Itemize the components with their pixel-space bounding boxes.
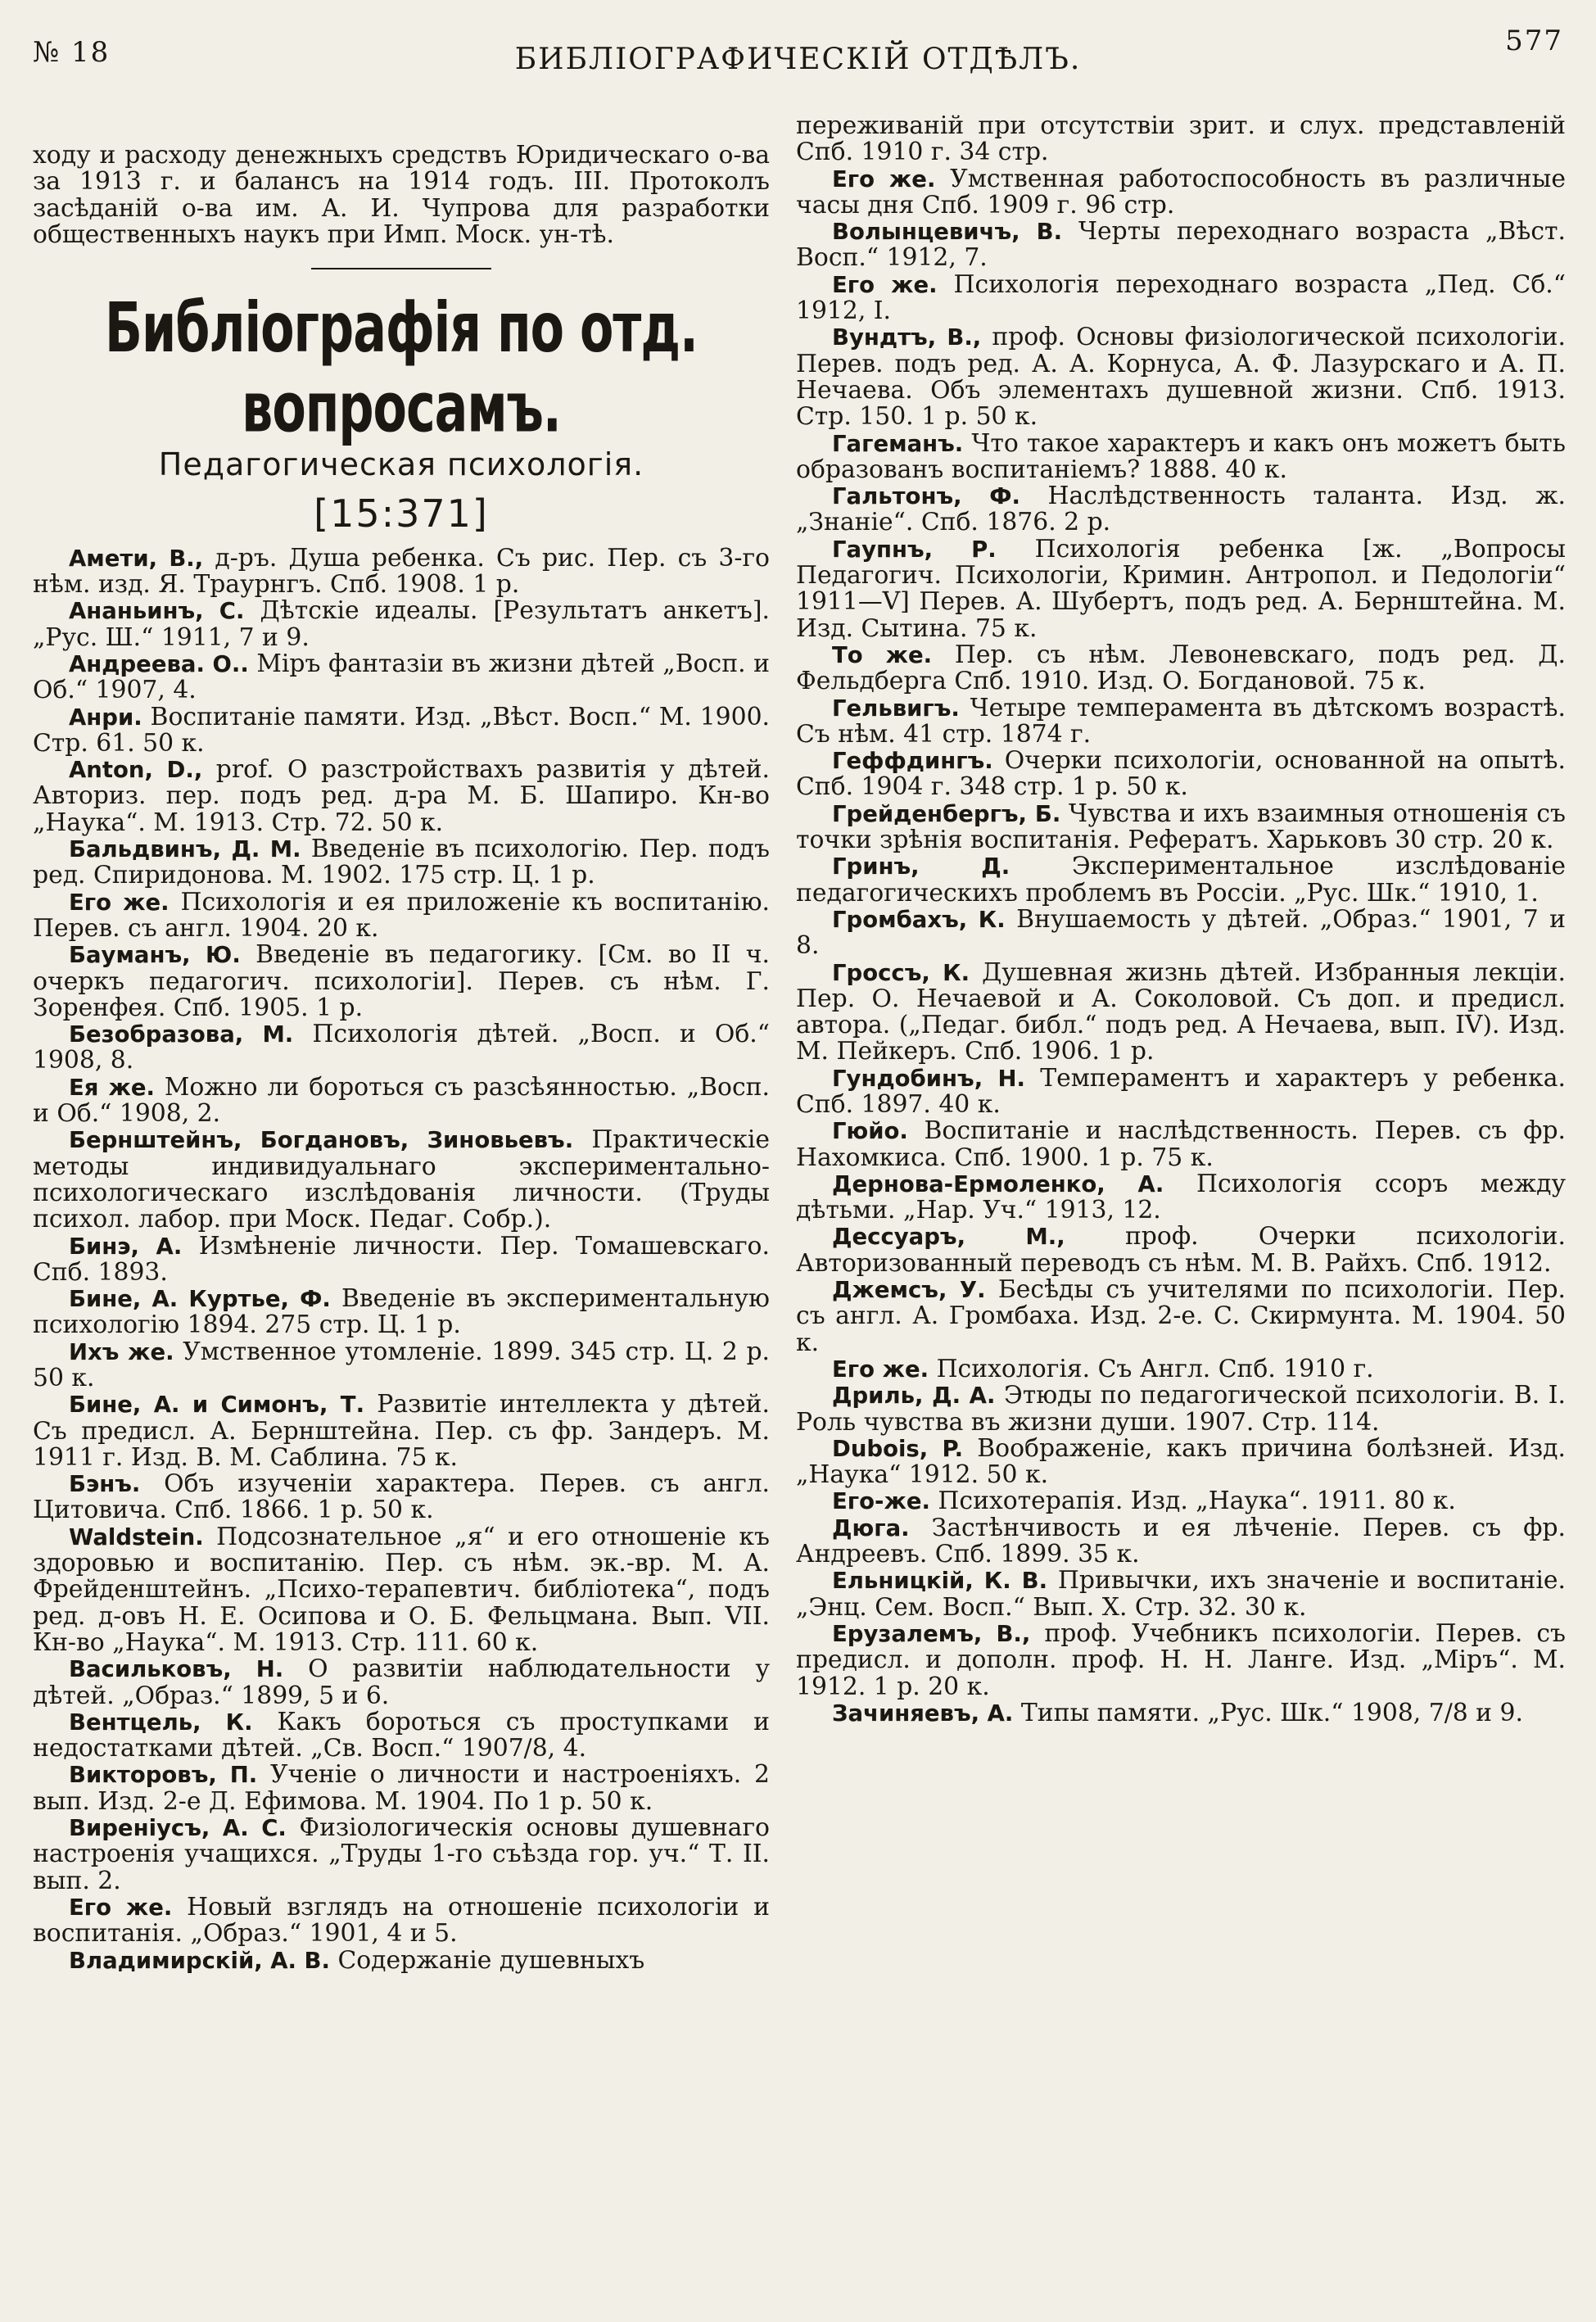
entry-text: проф. Основы физіологической психологіи. Перев. подъ ред. А. А. Корнуса, А. Ф. Лазурскаго и А. П. Нечаева. Объ элементахъ душевной жизни. Спб. 1913. Стр. 150. 1 р. 50 к.: [796, 323, 1566, 432]
entry-author: Дессуаръ, М.,: [832, 1224, 1065, 1251]
bibliography-entry: [796, 1063, 1566, 1119]
entry-text: Психологія ребенка [ж. „Вопросы Педагогич. Психологіи, Кримин. Антропол. и Педологіи“ 1911—V] Перев. А. Шубертъ, подъ ред. А. Бернштейна. М. Изд. Сытина. 75 к.: [796, 534, 1567, 643]
entry-author: Гельвигъ.: [832, 695, 960, 722]
entry-author: Викторовъ, П.: [69, 1762, 258, 1789]
entry-author: Бине, А. Куртье, Ф.: [69, 1286, 331, 1313]
bibliography-entry: [796, 748, 1566, 801]
entry-author: Громбахъ, К.: [832, 906, 1006, 933]
bibliography-entry: [33, 1894, 770, 1948]
entry-author: Ельницкій, К. В.: [832, 1568, 1048, 1595]
entry-author: Бауманъ, Ю.: [69, 942, 241, 969]
classification-code: [15:371]: [314, 491, 489, 536]
entry-author: Вентцель, К.: [69, 1709, 253, 1736]
bibliography-entry: [33, 545, 770, 599]
entry-author: Джемсъ, У.: [832, 1277, 986, 1304]
bibliography-entry: [33, 1945, 770, 1975]
section-divider: [311, 268, 491, 269]
entry-text: Четыре темперамента въ дѣтскомъ возрастѣ. Съ нѣм. 41 стр. 1874 г.: [796, 693, 1566, 749]
entry-text: Объ изученіи характера. Перев. съ англ. Цитовича. Спб. 1866. 1 р. 50 к.: [33, 1469, 770, 1525]
entry-author: Васильковъ, Н.: [69, 1656, 284, 1683]
entry-text: Дѣтскіе идеалы. [Результатъ анкетъ]. „Рус. Ш.“ 1911, 7 и 9.: [33, 596, 770, 652]
bibliography-entry: [33, 1815, 770, 1894]
entry-author: Его же.: [69, 889, 170, 916]
entry-author: Dubois, P.: [832, 1435, 964, 1462]
bibliography-entry: [796, 1488, 1566, 1514]
entry-author: Волынцевичъ, В.: [832, 219, 1063, 246]
entry-text: prof. О разстройствахъ развитія у дѣтей. Авториз. пер. подъ ред. д-ра М. Б. Шапиро. Кн-во „Наука“. М. 1913. Стр. 72. 50 к.: [33, 755, 770, 837]
entry-text: Психологія и ея приложеніе къ воспитанію. Перев. съ англ. 1904. 20 к.: [33, 887, 770, 943]
entry-author: Анри.: [69, 704, 142, 731]
entry-text: Психологія. Съ Англ. Спб. 1910 г.: [929, 1354, 1374, 1383]
bibliography-entry: [796, 324, 1566, 430]
entry-author: Бине, А. и Симонъ, Т.: [69, 1392, 365, 1419]
page-header: [33, 25, 1563, 76]
entry-author: Дюга.: [832, 1514, 910, 1541]
entry-list: [796, 166, 1566, 1727]
bibliography-entry: [796, 1383, 1566, 1436]
bibliography-entry: [33, 1339, 770, 1392]
running-title: БИБЛІОГРАФИЧЕСКІЙ ОТДѢЛЪ.: [514, 43, 1082, 76]
entry-text: Новый взглядъ на отношеніе психологіи и воспитанія. „Образ.“ 1901, 4 и 5.: [33, 1892, 771, 1949]
entry-author: Бинэ, А.: [69, 1233, 183, 1260]
entry-author: Бальдвинъ, Д. М.: [69, 836, 301, 863]
bibliography-entry: [796, 536, 1566, 642]
bibliography-entry: [796, 1224, 1566, 1277]
bibliography-entry: [33, 1709, 770, 1763]
entry-author: Гагеманъ.: [832, 430, 964, 457]
entry-text: Экспериментальное изслѣдованіе педагогическихъ проблемъ въ Россіи. „Рус. Шк.“ 1910, 1.: [796, 852, 1567, 908]
entry-text: Пер. съ нѣм. Левоневскаго, подъ ред. Д. Фельдберга Спб. 1910. Изд. О. Богдановой. 75 к.: [796, 640, 1566, 696]
entry-list: [33, 545, 770, 1974]
entry-text: Какъ бороться съ проступками и недостатками дѣтей. „Св. Восп.“ 1907/8, 4.: [33, 1707, 770, 1763]
entry-text: Введеніе въ психологію. Пер. подъ ред. Спиридонова. М. 1902. 175 стр. Ц. 1 р.: [33, 835, 770, 890]
entry-author: Андреева. О..: [69, 650, 249, 677]
entry-author: Безобразова, М.: [69, 1021, 294, 1048]
entry-author: Его же.: [832, 1356, 929, 1383]
bibliography-entry: [796, 801, 1566, 854]
entry-text: Развитіе интеллекта у дѣтей. Съ предисл. А. Бернштейна. Пер. съ фр. Зандеръ. М. 1911 г. Изд. В. М. Саблина. 75 к.: [33, 1390, 770, 1472]
entry-author: Его же.: [69, 1894, 173, 1921]
bibliography-entry: [33, 836, 770, 889]
entry-author: Его же.: [832, 271, 938, 298]
entry-author: Его-же.: [832, 1488, 930, 1515]
entry-author: Ерузалемъ, В.,: [832, 1620, 1031, 1647]
bibliography-entry: [796, 853, 1566, 907]
bibliography-entry: [796, 1171, 1566, 1224]
entry-text: Можно ли бороться съ разсѣянностью. „Восп. и Об.“ 1908, 2.: [33, 1072, 771, 1129]
page-number: 577: [1505, 25, 1563, 57]
entry-author: Waldstein.: [69, 1523, 204, 1550]
entry-author: Anton, D.,: [69, 757, 203, 784]
bibliography-entry: [33, 1233, 770, 1287]
entry-text: Воспитаніе памяти. Изд. „Вѣст. Восп.“ М. 1900. Стр. 61. 50 к.: [33, 702, 770, 758]
bibliography-entry: [796, 1618, 1566, 1701]
entry-text: Умственное утомленіе. 1899. 345 стр. Ц. 2 р. 50 к.: [33, 1337, 770, 1392]
entry-text: Воображеніе, какъ причина болѣзней. Изд. „Наука“ 1912. 50 к.: [796, 1433, 1566, 1490]
entry-author: Ея же.: [69, 1074, 155, 1101]
entry-author: Гроссъ, К.: [832, 959, 970, 986]
entry-text: Измѣненіе личности. Пер. Томашевскаго. Спб. 1893.: [33, 1231, 770, 1287]
entry-author: Геффдингъ.: [832, 748, 993, 775]
bibliography-entry: [796, 219, 1566, 272]
bibliography-entry: [33, 1072, 771, 1129]
bibliography-entry: [796, 1700, 1566, 1727]
bibliography-entry: [796, 1356, 1566, 1383]
bibliography-entry: [33, 942, 770, 1021]
entry-author: То же.: [832, 641, 933, 668]
entry-text: Психотерапія. Изд. „Наука“. 1911. 80 к.: [929, 1487, 1456, 1516]
bibliography-entry: [33, 1127, 770, 1233]
bibliography-entry: [33, 651, 770, 704]
entry-text: Психологія ссоръ между дѣтьми. „Нар. Уч.“ 1913, 12.: [796, 1169, 1566, 1225]
bibliography-entry: [796, 166, 1566, 220]
bibliography-entry: [33, 757, 770, 836]
bibliography-entry: [33, 889, 770, 943]
entry-text: Что такое характеръ и какъ онъ можетъ быть образованъ воспитаніемъ? 1888. 40 к.: [796, 428, 1566, 484]
entry-text: Этюды по педагогической психологіи. В. I. Роль чувства въ жизни души. 1907. Стр. 114.: [796, 1381, 1566, 1437]
entry-text: Чувства и ихъ взаимныя отношенія съ точки зрѣнія воспитанія. Рефератъ. Харьковъ 30 стр. 20 к.: [796, 799, 1566, 855]
entry-text: Бесѣды съ учителями по психологіи. Пер. съ англ. А. Громбаха. Изд. 2-е. С. Скирмунта. М. 1904. 50 к.: [796, 1275, 1566, 1357]
bibliography-entry: [33, 704, 770, 758]
bibliography-entry: [33, 1471, 770, 1524]
bibliography-entry: [33, 1392, 770, 1471]
entry-author: Виреніусъ, А. С.: [69, 1815, 287, 1842]
entry-text: Психологія переходнаго возраста „Пед. Сб.“ 1912, I.: [796, 269, 1566, 326]
entry-text: проф. Учебникъ психологіи. Перев. съ предисл. и дополн. проф. Н. Н. Ланге. Изд. „Міръ“. М. 1912. 1 р. 20 к.: [796, 1618, 1566, 1701]
entry-author: Ананьинъ, С.: [69, 598, 245, 625]
entry-text: Подсознательное „я“ и его отношеніе къ здоровью и воспитанію. Пер. съ нѣм. эк.-вр. М. А. Фрейденштейнъ. „Психо-терапевтич. библіотека“, подъ ред. д-овъ Н. Е. Осипова и О. Б. Фельцмана. Вып. VII. Кн-во „Наука“. М. 1913. Стр. 111. 60 к.: [33, 1522, 770, 1657]
right-column: [796, 113, 1566, 1727]
entry-text: Введеніе въ педагогику. [См. во II ч. очеркъ педагогич. психологіи]. Перев. съ нѣм. Г. Зоренфея. Спб. 1905. 1 р.: [33, 940, 770, 1022]
bibliography-entry: [796, 642, 1566, 695]
entry-text: Душевная жизнь дѣтей. Избранныя лекціи. Пер. О. Нечаевой и А. Соколовой. Съ доп. и предисл. автора. („Педаг. библ.“ подъ ред. А Нечаева, вып. IV). Изд. М. Пейкеръ. Спб. 1906. 1 р.: [796, 957, 1566, 1066]
bibliography-entry: [796, 269, 1566, 326]
bibliography-entry: [796, 1277, 1566, 1356]
bibliography-entry: [796, 483, 1566, 536]
entry-text: Умственная работоспособность въ различные часы дня Спб. 1909 г. 96 стр.: [796, 164, 1566, 220]
entry-text: Внушаемость у дѣтей. „Образ.“ 1901, 7 и 8.: [796, 904, 1567, 961]
entry-text: Темпераментъ и характеръ у ребенка. Спб. 1897. 40 к.: [796, 1063, 1566, 1119]
entry-text: Типы памяти. „Рус. Шк.“ 1908, 7/8 и 9.: [1013, 1698, 1523, 1727]
entry-text: Очерки психологіи, основанной на опытѣ. Спб. 1904 г. 348 стр. 1 р. 50 к.: [796, 746, 1566, 802]
bibliography-entry: [796, 904, 1567, 961]
bibliography-entry: [796, 957, 1566, 1066]
entry-author: Амети, В.,: [69, 545, 204, 572]
entry-author: Его же.: [832, 165, 936, 192]
bibliography-entry: [796, 428, 1566, 484]
bibliography-entry: [33, 1524, 770, 1656]
entry-text: Практическіе методы индивидуальнаго экспериментально-психологическаго изслѣдованія личности. (Труды психол. лабор. при Моск. Педаг. Собр.).: [33, 1125, 770, 1234]
entry-author: Бернштейнъ, Богдановъ, Зиновьевъ.: [69, 1127, 574, 1154]
entry-author: Вундтъ, В.,: [832, 324, 982, 351]
entry-text: Привычки, ихъ значеніе и воспитаніе. „Энц. Сем. Восп.“ Вып. X. Стр. 32. 30 к.: [796, 1566, 1566, 1622]
entry-text: Психологія дѣтей. „Восп. и Об.“ 1908, 8.: [33, 1020, 771, 1075]
entry-author: Дриль, Д. А.: [832, 1383, 996, 1410]
entry-author: Гальтонъ, Ф.: [832, 483, 1020, 510]
entry-author: Ихъ же.: [69, 1338, 174, 1365]
entry-text: проф. Очерки психологіи. Авторизованный переводъ съ нѣм. М. В. Райхъ. Спб. 1912.: [796, 1222, 1566, 1278]
entry-text: Физіологическія основы душевнаго настроенія учащихся. „Труды 1-го съѣзда гор. уч.“ Т. II. вып. 2.: [33, 1813, 770, 1895]
bibliography-entry: [33, 1021, 770, 1075]
entry-author: Гаупнъ, Р.: [832, 536, 997, 563]
bibliography-entry: [796, 695, 1566, 749]
bibliography-entry: [796, 1515, 1566, 1568]
entry-text: Ученіе о личности и настроеніяхъ. 2 вып. Изд. 2-е Д. Ефимова. М. 1904. По 1 р. 50 к.: [33, 1760, 770, 1816]
entry-text: Черты переходнаго возраста „Вѣст. Восп.“ 1912, 7.: [796, 217, 1567, 273]
bibliography-entry: [33, 1762, 770, 1815]
section-subtitle: Педагогическая психологія.: [158, 446, 644, 483]
section-title: Библіографія по отд. вопросамъ.: [105, 287, 698, 448]
entry-text: д-ръ. Душа ребенка. Съ рис. Пер. съ 3-го нѣм. изд. Я. Траурнгъ. Спб. 1908. 1 р.: [33, 543, 770, 600]
entry-text: Міръ фантазіи въ жизни дѣтей „Восп. и Об.“ 1907, 4.: [33, 649, 770, 705]
entry-author: Владимирскій, А. В.: [69, 1947, 330, 1974]
entry-author: Гюйо.: [832, 1118, 908, 1145]
left-column: [33, 143, 770, 1974]
entry-author: Гундобинъ, Н.: [832, 1065, 1025, 1092]
entry-author: Зачиняевъ, А.: [832, 1700, 1014, 1727]
entry-author: Дернова-Ермоленко, А.: [832, 1170, 1164, 1197]
issue-number: № 18: [33, 36, 111, 69]
entry-text: О развитіи наблюдательности у дѣтей. „Образ.“ 1899, 5 и 6.: [33, 1654, 770, 1710]
bibliography-entry: [796, 1118, 1566, 1171]
bibliography-entry: [796, 1568, 1566, 1621]
entry-author: Гринъ, Д.: [832, 853, 1010, 880]
bibliography-entry: [33, 1286, 770, 1339]
entry-author: Бэнъ.: [69, 1471, 141, 1498]
entry-text: Введеніе въ экспериментальную психологію 1894. 275 стр. Ц. 1 р.: [33, 1284, 770, 1340]
bibliography-entry: [33, 1656, 770, 1709]
entry-text: Содержаніе душевныхъ: [329, 1945, 645, 1975]
entry-text: Наслѣдственность таланта. Изд. ж. „Знаніе“. Спб. 1876. 2 р.: [796, 482, 1566, 537]
carryover-text: переживаній при отсутствіи зрит. и слух. представленій Спб. 1910 г. 34 стр.: [796, 111, 1566, 167]
bibliography-entry: [33, 598, 770, 651]
bibliography-entry: [796, 1433, 1566, 1490]
carryover-text: ходу и расходу денежныхъ средствъ Юридическаго о-ва за 1913 г. и балансъ на 1914 годъ. III. Протоколъ засѣданій о-ва им. А. И. Чупрова для разработки общественныхъ наукъ при Имп. Моск. ун-тѣ.: [33, 141, 770, 249]
entry-text: Застѣнчивость и ея лѣченіе. Перев. съ фр. Андреевъ. Спб. 1899. 35 к.: [796, 1513, 1566, 1569]
entry-text: Воспитаніе и наслѣдственность. Перев. съ фр. Нахомкиса. Спб. 1900. 1 р. 75 к.: [796, 1116, 1566, 1172]
entry-author: Грейденбергъ, Б.: [832, 800, 1061, 827]
